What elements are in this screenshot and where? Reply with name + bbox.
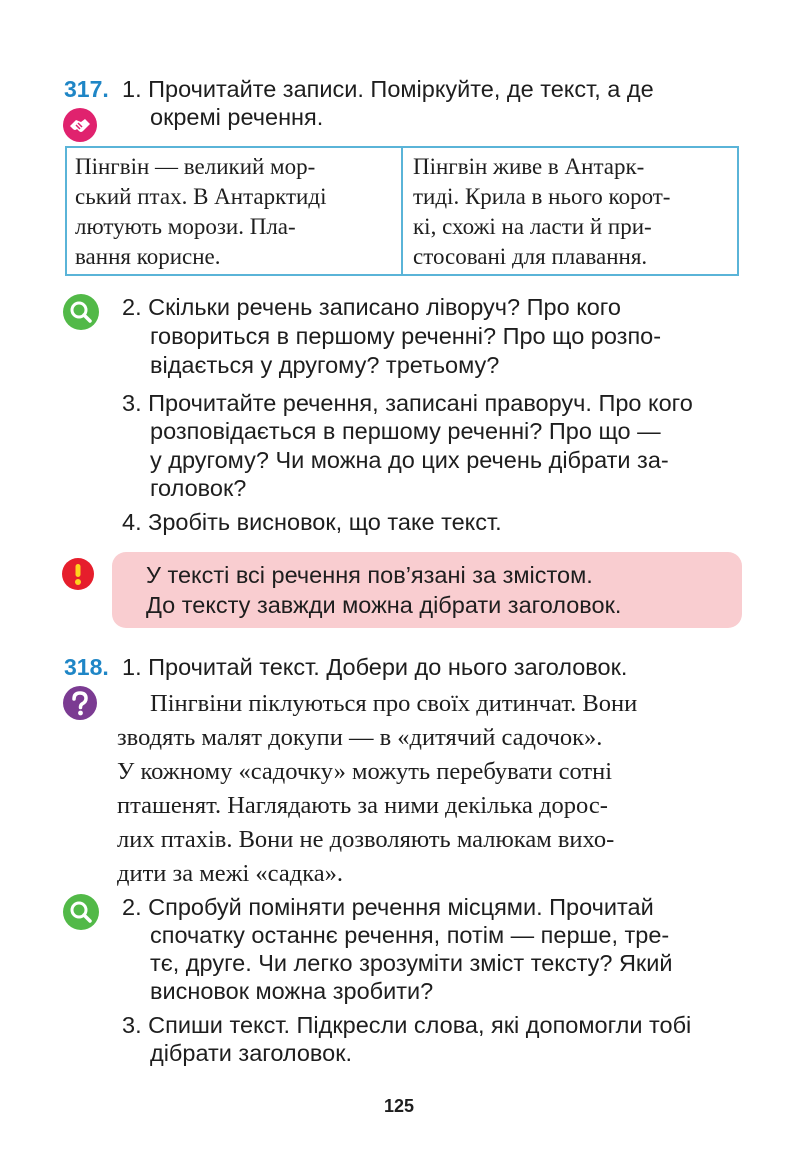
ex318-task3-line2: дібрати заголовок.	[150, 1040, 353, 1066]
ex317-task2-line3: відається у другому? третьому?	[150, 352, 500, 378]
ex318-task1: 1. Прочитай текст. Добери до нього заголовок.	[122, 654, 628, 680]
rule-line-1: У тексті всі речення пов’язані за змістом.	[146, 562, 593, 588]
story-line-6: дити за межі «садка».	[117, 860, 343, 887]
comparison-table	[65, 146, 739, 276]
ex318-task2-line1: 2. Спробуй поміняти речення місцями. Прочитай	[122, 894, 654, 920]
table-left-line: ський птах. В Антарктиді	[75, 184, 327, 209]
ex317-task4: 4. Зробіть висновок, що таке текст.	[122, 509, 502, 535]
table-cell-right	[403, 148, 737, 274]
exercise-317-number: 317.	[64, 76, 109, 102]
table-right-line: тиді. Крила в нього корот-	[413, 184, 671, 209]
ex317-task1-line2: окремі речення.	[150, 104, 324, 130]
ex317-task3-line4: головок?	[150, 475, 247, 501]
rule-box	[112, 552, 742, 628]
story-line-4: пташенят. Наглядають за ними декілька дорос-	[117, 792, 608, 819]
ex318-task3-line1: 3. Спиши текст. Підкресли слова, які допомогли тобі	[122, 1012, 692, 1038]
table-left-line: вання корисне.	[75, 244, 221, 269]
exercise-318-number: 318.	[64, 654, 109, 680]
table-left-line: лютують морози. Пла-	[75, 214, 296, 239]
story-line-3: У кожному «садочку» можуть перебувати сотні	[117, 758, 613, 785]
ex317-task1-line1: 1. Прочитайте записи. Поміркуйте, де текст, а де	[122, 76, 654, 102]
ex318-task2-line4: висновок можна зробити?	[150, 978, 434, 1004]
table-right-line: кі, схожі на ласти й при-	[413, 214, 652, 239]
story-line-1: Пінгвіни піклуються про своїх дитинчат. Вони	[150, 690, 638, 717]
page-number: 125	[384, 1096, 415, 1116]
question-icon	[63, 686, 97, 720]
rule-line-2: До тексту завжди можна дібрати заголовок.	[146, 592, 622, 618]
table-left-line: Пінгвін — великий мор-	[75, 154, 316, 179]
exclamation-icon	[62, 558, 94, 590]
ex317-task2-line2: говориться в першому реченні? Про що розпо-	[150, 323, 662, 349]
ex317-task2-line1: 2. Скільки речень записано ліворуч? Про кого	[122, 294, 621, 320]
table-cell-left	[67, 148, 403, 274]
handshake-icon	[63, 108, 97, 142]
table-right-line: Пінгвін живе в Антарк-	[413, 154, 645, 179]
ex318-task2-line3: тє, друге. Чи легко зрозуміти зміст тексту? Який	[150, 950, 673, 976]
ex317-task3-line3: у другому? Чи можна до цих речень дібрати за-	[150, 447, 669, 473]
magnifier-icon	[63, 294, 99, 330]
magnifier-icon	[63, 894, 99, 930]
ex317-task3-line1: 3. Прочитайте речення, записані праворуч. Про кого	[122, 390, 693, 416]
story-line-2: зводять малят докупи — в «дитячий садочок».	[117, 724, 603, 751]
table-right-line: стосовані для плавання.	[413, 244, 648, 269]
story-line-5: лих птахів. Вони не дозволяють малюкам вихо-	[117, 826, 615, 853]
ex318-task2-line2: спочатку останнє речення, потім — перше, тре-	[150, 922, 670, 948]
ex317-task3-line2: розповідається в першому реченні? Про що —	[150, 418, 661, 444]
